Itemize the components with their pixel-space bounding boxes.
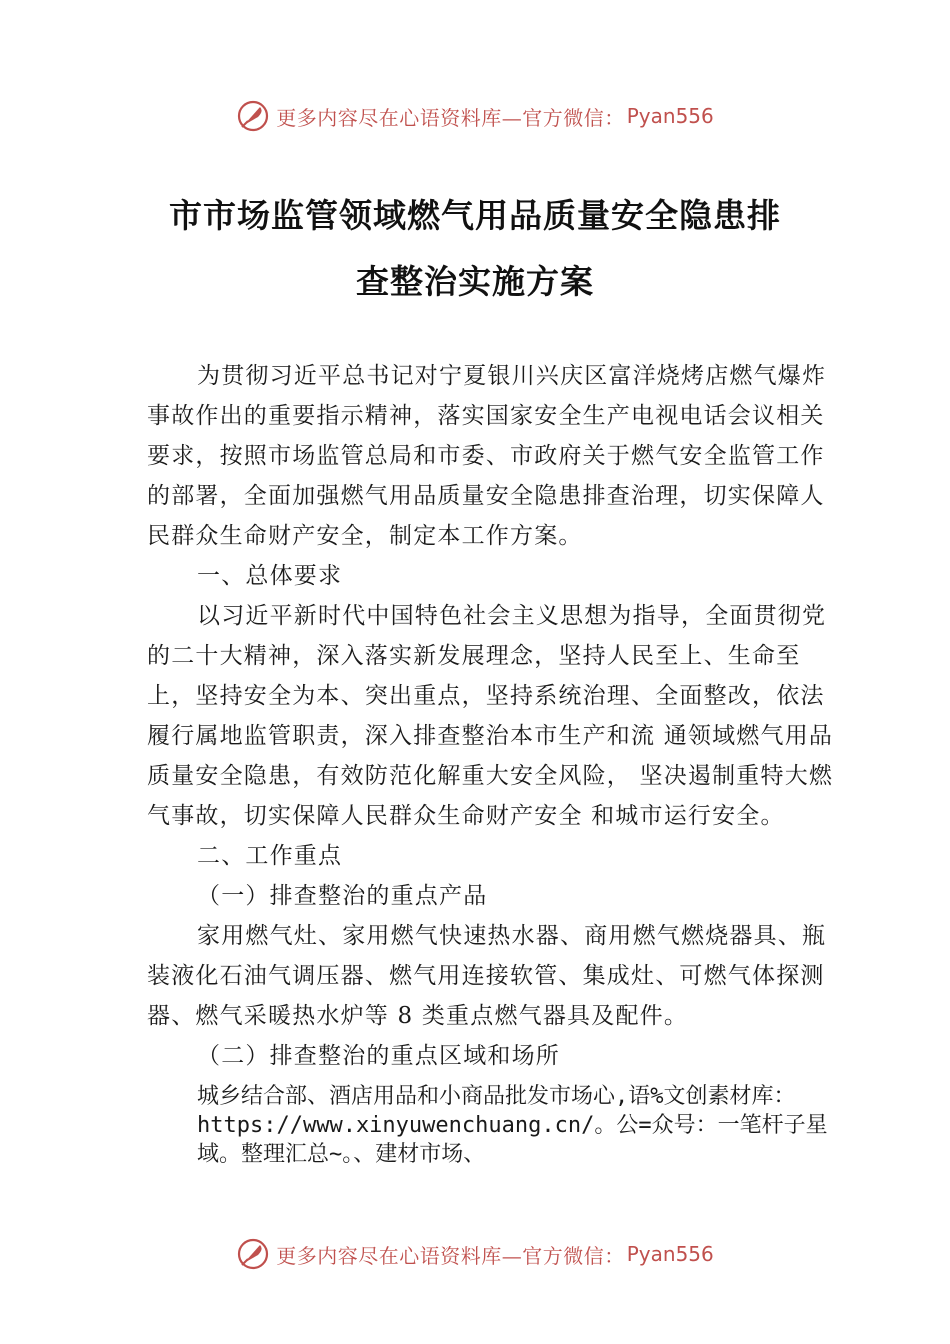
document-title-line-1: 市市场监管领域燃气用品质量安全隐患排 (169, 196, 781, 235)
section-heading-2: 二、工作重点 (197, 843, 343, 869)
intro-paragraph: 为贯彻习近平总书记对宁夏银川兴庆区富洋烧烤店燃气爆炸事故作出的重要指示精神，落实国家安全生产电视电话会议相关要求，按照市场监管总局和市委、市政府关于燃气安全监管工作的部署，全面加强燃气用品质量安全隐患排查治理，切实保障人民群众生命财产安全，制定本工作方案。 (147, 363, 827, 549)
document-body (147, 356, 847, 1169)
feather-pen-logo-icon (236, 99, 270, 133)
watermark-text: 更多内容尽在心语资料库—官方微信： (276, 1243, 625, 1268)
feather-pen-logo-icon (236, 1237, 270, 1271)
key-areas-paragraph: 城乡结合部、酒店用品和小商品批发市场心,语%文创素材库：https://www.xinyuwenchuang.cn/。公=众号：一笔杆子星域。整理汇总~。、建材市场、 (197, 1084, 828, 1167)
subsection-heading-1: （一）排查整治的重点产品 (197, 883, 488, 909)
watermark-header (0, 96, 950, 136)
watermark-footer (0, 1234, 950, 1274)
key-products-paragraph: 家用燃气灶、家用燃气快速热水器、商用燃气燃烧器具、瓶装液化石油气调压器、燃气用连接软管、集成灶、可燃气体探测器、燃气采暖热水炉等 8 类重点燃气器具及配件。 (147, 923, 827, 1029)
subsection-heading-2: （二）排查整治的重点区域和场所 (197, 1043, 560, 1069)
watermark-text: 更多内容尽在心语资料库—官方微信： (276, 105, 625, 130)
document-title-line-2: 查整治实施方案 (356, 262, 594, 301)
section-heading-1: 一、总体要求 (197, 563, 343, 589)
overall-requirements-paragraph: 以习近平新时代中国特色社会主义思想为指导，全面贯彻党的二十大精神，深入落实新发展理念，坚持人民至上、生命至上，坚持安全为本、突出重点，坚持系统治理、全面整改，依法履行属地监管职责，深入排查整治本市生产和流 通领域燃气用品质量安全隐患，有效防范化解重大安全风险， 坚决遏制重特大燃气事故，切实保障人民群众生命财产安全 和城市运行安全。 (147, 603, 834, 829)
watermark-wechat-id: Pyan556 (626, 1242, 714, 1266)
watermark-wechat-id: Pyan556 (626, 104, 714, 128)
